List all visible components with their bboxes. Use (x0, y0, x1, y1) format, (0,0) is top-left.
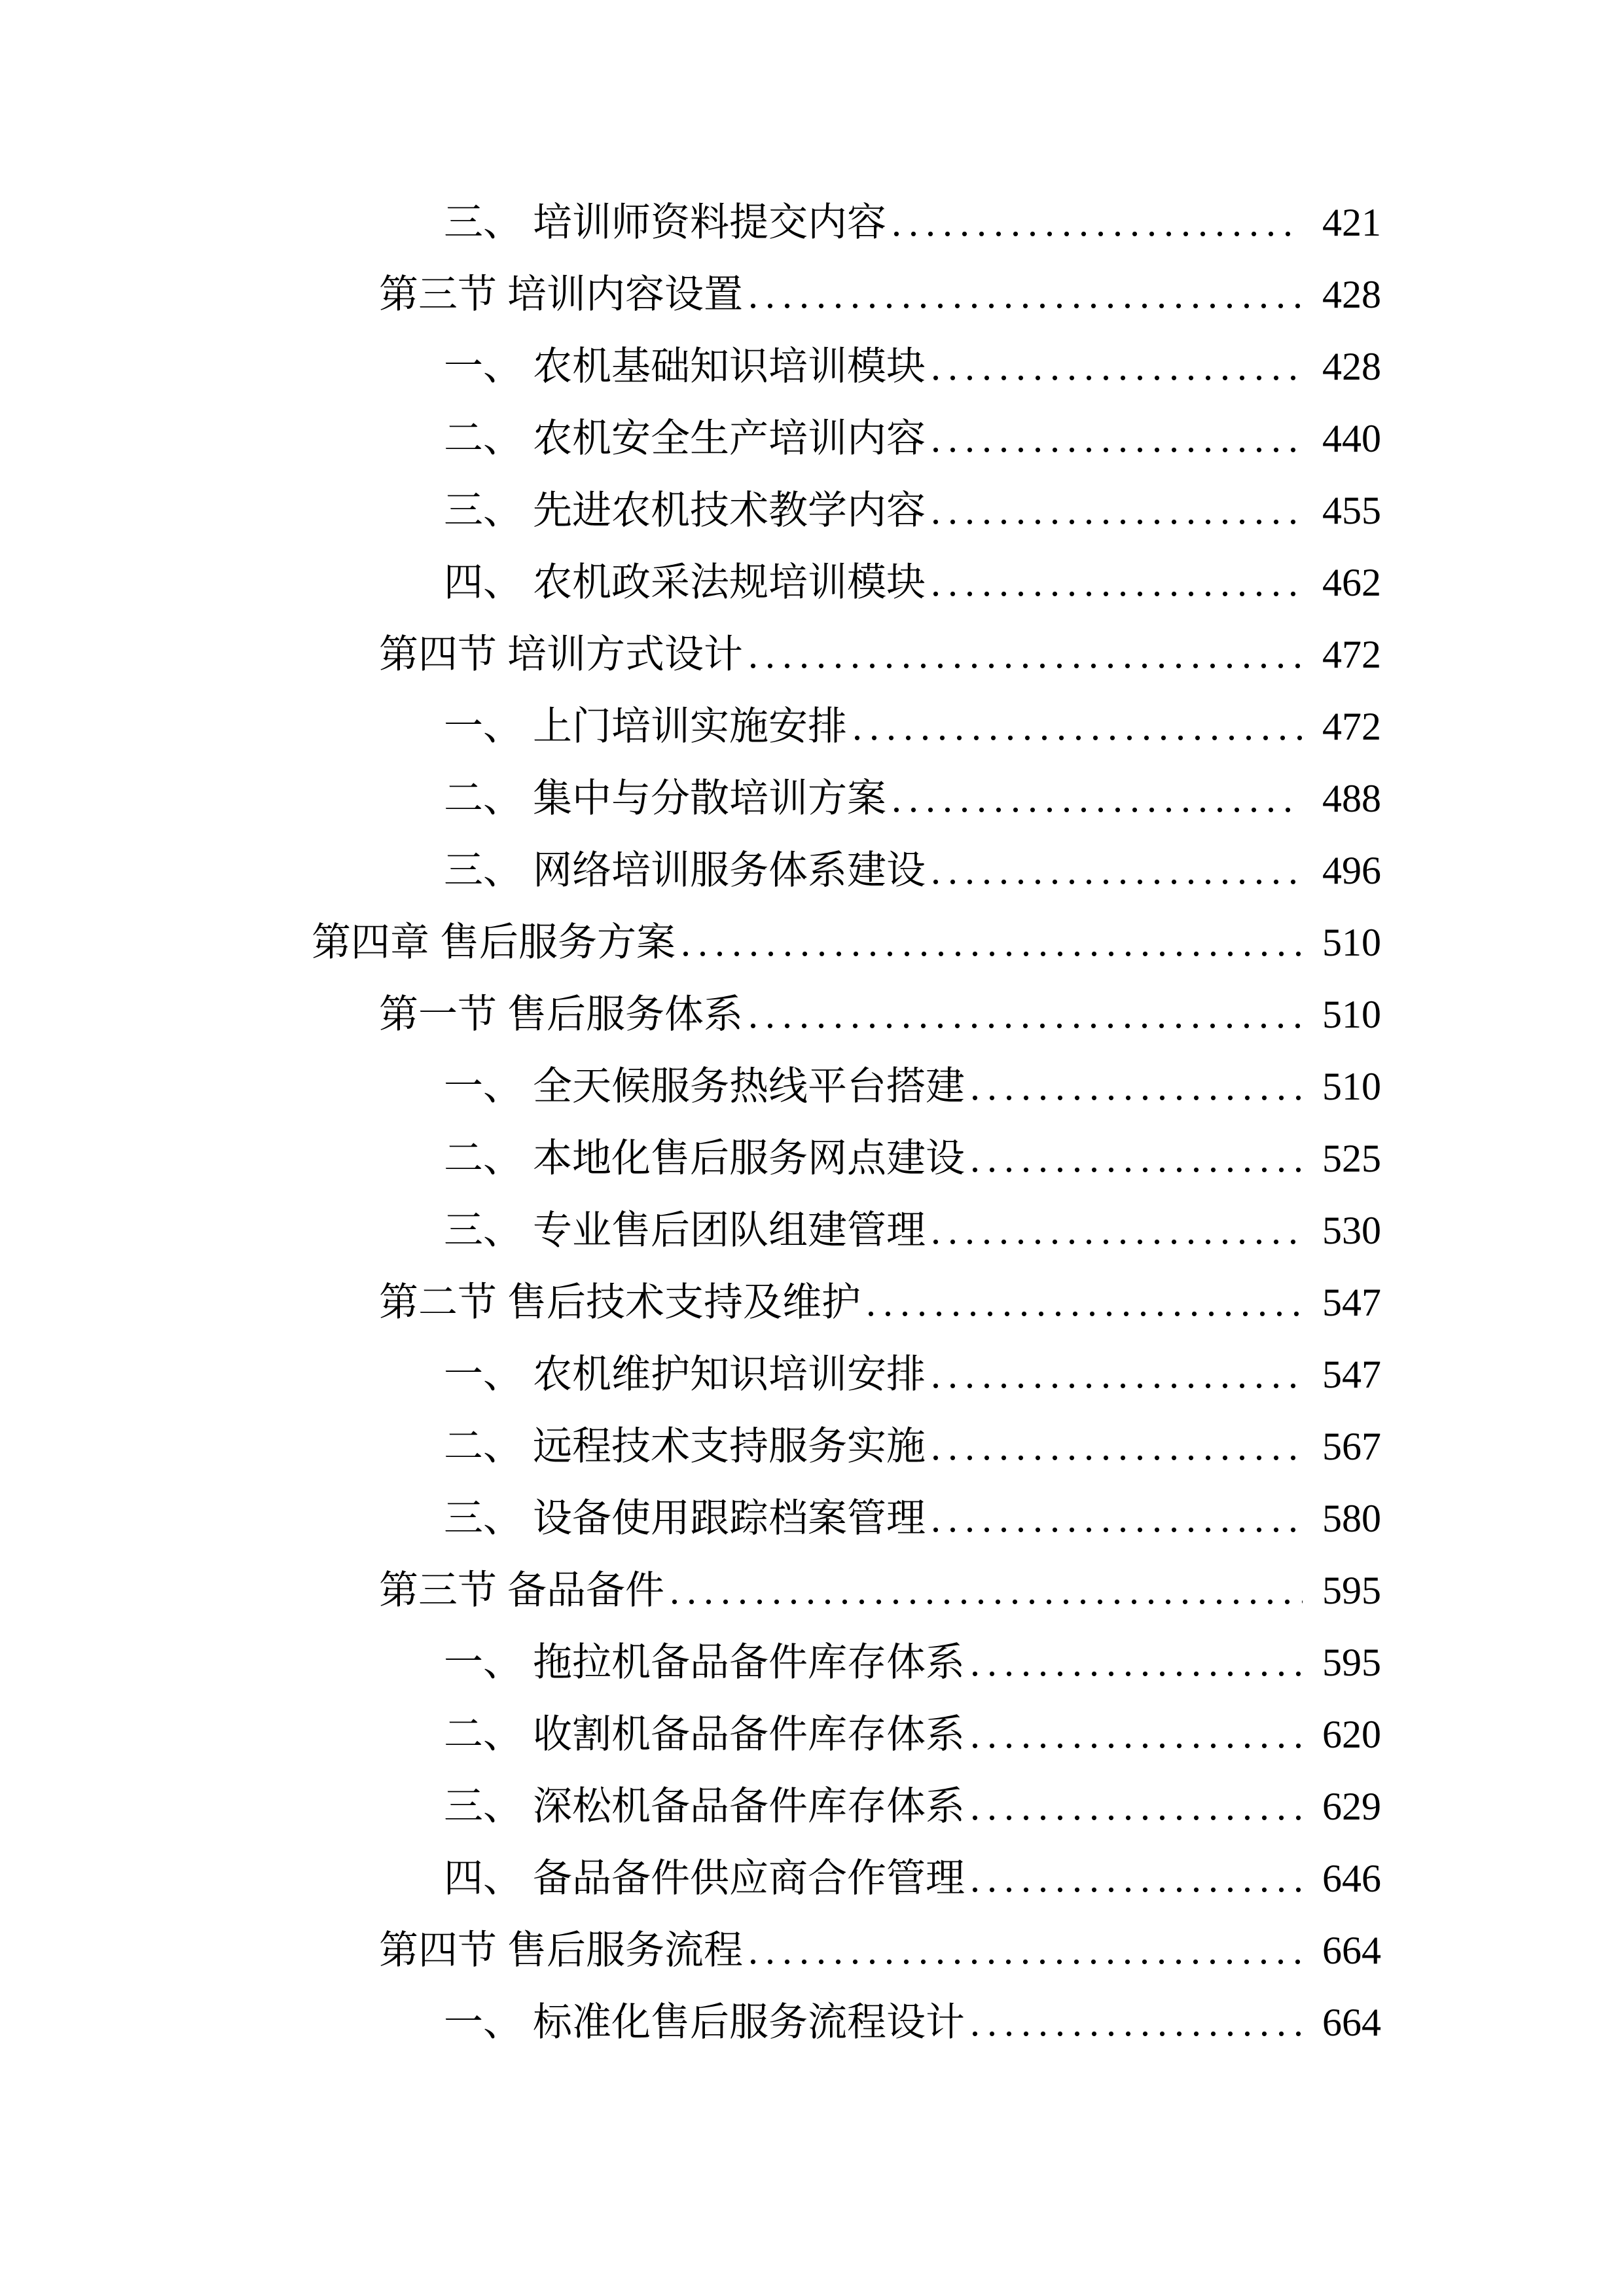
toc-entry (0, 1698, 1381, 1770)
dot-leader (748, 619, 1303, 691)
toc-entry-title: 农机政采法规培训模块 (533, 561, 926, 604)
toc-entry-title: 培训方式设计 (507, 633, 743, 676)
dot-leader (892, 762, 1303, 834)
dot-leader (970, 1698, 1303, 1770)
toc-entry-title: 培训内容设置 (507, 273, 743, 316)
toc-entry-number: 第三节 (379, 273, 497, 316)
toc-entry (0, 1050, 1381, 1122)
toc-entry (0, 1770, 1381, 1842)
toc-entry-number: 三、 (444, 201, 522, 244)
toc-entry-title: 集中与分散培训方案 (533, 777, 886, 820)
page-number: 595 (1322, 1569, 1381, 1612)
toc-entry (0, 1410, 1381, 1482)
dot-leader (931, 1338, 1303, 1410)
dot-leader (970, 1122, 1303, 1194)
toc-entry (0, 1914, 1381, 1986)
page-number: 428 (1322, 345, 1381, 388)
dot-leader (931, 1482, 1303, 1554)
toc-entry-title: 设备使用跟踪档案管理 (533, 1497, 926, 1540)
toc-entry (0, 1194, 1381, 1266)
page-number: 510 (1322, 1065, 1381, 1108)
toc-entry-number: 一、 (444, 1641, 522, 1684)
toc-entry (0, 834, 1381, 906)
toc-entry (0, 1482, 1381, 1554)
toc-entry (0, 1338, 1381, 1410)
toc-entry-title: 收割机备品备件库存体系 (533, 1713, 965, 1756)
page-number: 488 (1322, 777, 1381, 820)
dot-leader (970, 1770, 1303, 1842)
dot-leader (970, 1050, 1303, 1122)
toc-entry (0, 331, 1381, 403)
toc-entry-number: 三、 (444, 489, 522, 532)
toc-entry-title: 售后服务方案 (440, 921, 676, 964)
toc-entry (0, 691, 1381, 762)
toc-entry-number: 四、 (444, 1857, 522, 1900)
page-number: 547 (1322, 1281, 1381, 1324)
dot-leader (892, 187, 1303, 259)
dot-leader (931, 331, 1303, 403)
toc-entry (0, 547, 1381, 619)
toc-entry-title: 标准化售后服务流程设计 (533, 2001, 965, 2044)
toc-entry-number: 第四章 (312, 921, 429, 964)
dot-leader (748, 259, 1303, 331)
toc-entry-number: 二、 (444, 417, 522, 460)
page-number: 580 (1322, 1497, 1381, 1540)
toc-entry-title: 远程技术支持服务实施 (533, 1425, 926, 1468)
page-number: 629 (1322, 1785, 1381, 1828)
toc-entry-number: 一、 (444, 705, 522, 748)
table-of-contents (0, 187, 1381, 2058)
page-number: 664 (1322, 2001, 1381, 2044)
toc-entry-title: 深松机备品备件库存体系 (533, 1785, 965, 1828)
toc-entry (0, 403, 1381, 475)
dot-leader (852, 691, 1303, 762)
toc-entry-number: 二、 (444, 1425, 522, 1468)
toc-entry (0, 1122, 1381, 1194)
dot-leader (931, 403, 1303, 475)
toc-entry-number: 二、 (444, 1137, 522, 1180)
toc-entry (0, 1842, 1381, 1914)
toc-entry-number: 三、 (444, 1209, 522, 1252)
page-number: 472 (1322, 633, 1381, 676)
page-number: 472 (1322, 705, 1381, 748)
toc-entry-number: 第一节 (379, 993, 497, 1036)
toc-entry-number: 二、 (444, 777, 522, 820)
toc-entry-number: 三、 (444, 1497, 522, 1540)
toc-entry (0, 978, 1381, 1050)
toc-entry-title: 农机安全生产培训内容 (533, 417, 926, 460)
toc-entry (0, 1626, 1381, 1698)
dot-leader (931, 475, 1303, 547)
toc-entry (0, 259, 1381, 331)
dot-leader (931, 1410, 1303, 1482)
page-number: 595 (1322, 1641, 1381, 1684)
page-number: 455 (1322, 489, 1381, 532)
page-number: 440 (1322, 417, 1381, 460)
dot-leader (931, 834, 1303, 906)
dot-leader (970, 1626, 1303, 1698)
toc-entry-number: 一、 (444, 345, 522, 388)
toc-entry (0, 762, 1381, 834)
dot-leader (970, 1986, 1303, 2058)
page-number: 421 (1322, 201, 1381, 244)
dot-leader (670, 1554, 1303, 1626)
page-number: 496 (1322, 849, 1381, 892)
toc-entry (0, 1554, 1381, 1626)
toc-entry-number: 四、 (444, 561, 522, 604)
page-number: 664 (1322, 1929, 1381, 1972)
page-number: 510 (1322, 993, 1381, 1036)
dot-leader (931, 547, 1303, 619)
toc-entry-title: 农机维护知识培训安排 (533, 1353, 926, 1396)
toc-entry (0, 475, 1381, 547)
toc-entry (0, 619, 1381, 691)
toc-entry-title: 网络培训服务体系建设 (533, 849, 926, 892)
toc-entry-number: 一、 (444, 1353, 522, 1396)
toc-entry-title: 培训师资料提交内容 (533, 201, 886, 244)
page-number: 428 (1322, 273, 1381, 316)
page-number: 620 (1322, 1713, 1381, 1756)
page-number: 567 (1322, 1425, 1381, 1468)
page-number: 462 (1322, 561, 1381, 604)
page-number: 646 (1322, 1857, 1381, 1900)
dot-leader (748, 1914, 1303, 1986)
toc-entry-title: 售后服务体系 (507, 993, 743, 1036)
toc-entry (0, 906, 1381, 978)
page-number: 547 (1322, 1353, 1381, 1396)
toc-entry-title: 拖拉机备品备件库存体系 (533, 1641, 965, 1684)
toc-entry-title: 专业售后团队组建管理 (533, 1209, 926, 1252)
page-number: 530 (1322, 1209, 1381, 1252)
page-number: 510 (1322, 921, 1381, 964)
toc-entry-number: 第三节 (379, 1569, 497, 1612)
toc-entry-number: 第四节 (379, 1929, 497, 1972)
toc-entry-number: 三、 (444, 1785, 522, 1828)
toc-entry-title: 备品备件 (507, 1569, 664, 1612)
toc-entry-number: 三、 (444, 849, 522, 892)
toc-entry-title: 售后技术支持及维护 (507, 1281, 861, 1324)
toc-entry-title: 农机基础知识培训模块 (533, 345, 926, 388)
toc-entry (0, 1266, 1381, 1338)
toc-entry-title: 上门培训实施安排 (533, 705, 847, 748)
dot-leader (748, 978, 1303, 1050)
page-number: 525 (1322, 1137, 1381, 1180)
toc-entry-title: 先进农机技术教学内容 (533, 489, 926, 532)
toc-entry-number: 一、 (444, 2001, 522, 2044)
toc-entry-title: 本地化售后服务网点建设 (533, 1137, 965, 1180)
toc-entry-number: 一、 (444, 1065, 522, 1108)
toc-entry-number: 二、 (444, 1713, 522, 1756)
dot-leader (931, 1194, 1303, 1266)
toc-entry-number: 第四节 (379, 633, 497, 676)
dot-leader (970, 1842, 1303, 1914)
toc-entry (0, 187, 1381, 259)
toc-entry-title: 全天候服务热线平台搭建 (533, 1065, 965, 1108)
toc-entry-title: 备品备件供应商合作管理 (533, 1857, 965, 1900)
dot-leader (866, 1266, 1303, 1338)
toc-entry-number: 第二节 (379, 1281, 497, 1324)
dot-leader (681, 906, 1303, 978)
toc-entry (0, 1986, 1381, 2058)
toc-entry-title: 售后服务流程 (507, 1929, 743, 1972)
